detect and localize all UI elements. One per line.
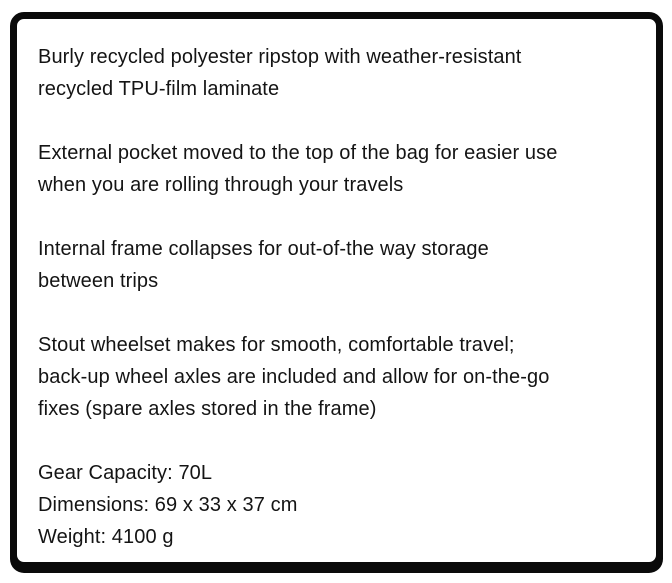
feature-line: fixes (spare axles stored in the frame) [38,398,377,420]
feature-paragraph-external-pocket [38,137,636,201]
feature-line: recycled TPU-film laminate [38,78,280,100]
specs-block [38,457,636,553]
spec-weight: Weight: 4100 g [38,526,174,548]
feature-line: Stout wheelset makes for smooth, comfortable travel; [38,334,515,356]
feature-line: when you are rolling through your travels [38,174,404,196]
spec-gear-capacity: Gear Capacity: 70L [38,462,213,484]
feature-paragraph-material [38,41,636,105]
product-description-panel [10,12,663,569]
feature-paragraph-internal-frame [38,233,636,297]
feature-line: Burly recycled polyester ripstop with weather-resistant [38,46,522,68]
spec-dimensions: Dimensions: 69 x 33 x 37 cm [38,494,298,516]
feature-paragraph-wheelset [38,329,636,425]
feature-line: External pocket moved to the top of the bag for easier use [38,142,558,164]
feature-line: between trips [38,270,159,292]
feature-line: Internal frame collapses for out-of-the way storage [38,238,489,260]
feature-line: back-up wheel axles are included and allow for on-the-go [38,366,550,388]
